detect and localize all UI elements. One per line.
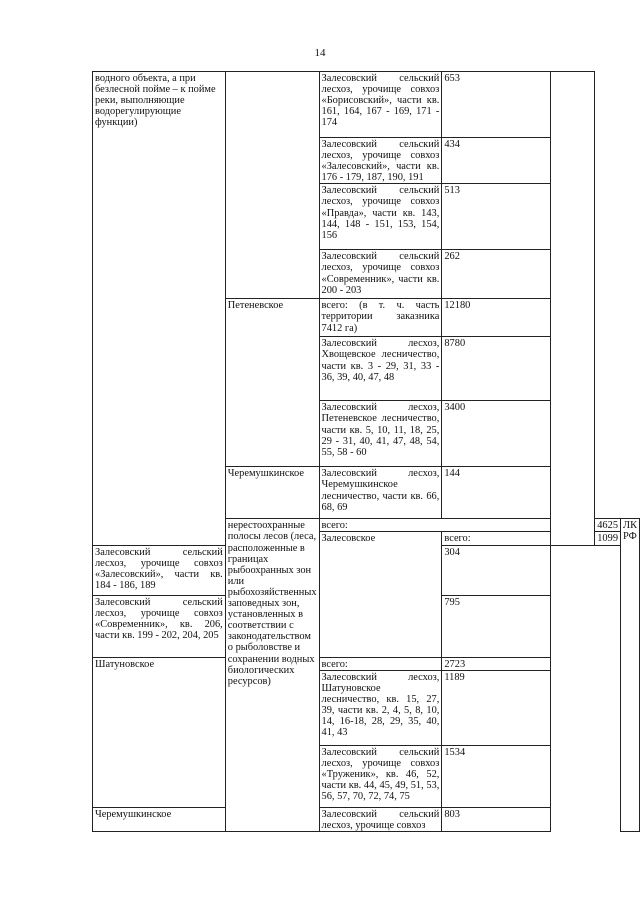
table-row — [93, 657, 640, 670]
description-cell: Залесовский сельский лесхоз, урочище совхоз — [319, 807, 442, 831]
page-number: 14 — [314, 47, 326, 59]
description-cell: Залесовский лесхоз, Черемушкинское лесничество, части кв. 66, 68, 69 — [319, 467, 442, 519]
area-cell: 1099 — [595, 532, 621, 545]
settlement-cell: Черемушкинское — [225, 467, 319, 519]
area-cell: 2723 — [442, 657, 551, 670]
area-cell: 262 — [442, 250, 551, 299]
table-row — [93, 72, 640, 138]
settlement-cell: Черемушкинское — [93, 807, 226, 831]
area-cell: 803 — [442, 807, 551, 831]
description-cell: Залесовский сельский лесхоз, урочище совхоз «Залесовский», части кв. 176 - 179, 187, 190, 191 — [319, 138, 442, 184]
settlement-cell: Шатуновское — [93, 657, 226, 807]
area-cell: 795 — [442, 595, 551, 657]
description-cell: всего: — [319, 657, 442, 670]
area-cell: 3400 — [442, 401, 551, 467]
basis-cell — [551, 72, 595, 546]
description-cell: всего: — [442, 532, 551, 545]
area-cell: 8780 — [442, 337, 551, 401]
area-cell: 1189 — [442, 670, 551, 745]
description-cell: Залесовский лесхоз, Петеневское лесничество, части кв. 5, 10, 11, 18, 25, 29 - 31, 40, 41, 47, 48, 54, 55, 58 - 60 — [319, 401, 442, 467]
area-cell: 4625 — [595, 519, 621, 532]
description-cell: Залесовский лесхоз, Хвощевское лесничество, части кв. 3 - 29, 31, 33 - 36, 39, 40, 47, 48 — [319, 337, 442, 401]
area-cell: 304 — [442, 545, 551, 595]
description-cell: Залесовский сельский лесхоз, урочище совхоз «Труженик», кв. 46, 52, части кв. 44, 45, 49, 51, 53, 56, 57, 70, 72, 74, 75 — [319, 745, 442, 807]
description-cell: Залесовский сельский лесхоз, урочище совхоз «Современник», кв. 206, части кв. 199 - 202, 204, 205 — [93, 595, 226, 657]
forest-protection-table — [92, 71, 640, 832]
description-cell: Залесовский сельский лесхоз, урочище совхоз «Залесовский», части кв. 184 - 186, 189 — [93, 545, 226, 595]
category-cell: нерестоохранные полосы лесов (леса, расположенные в границах рыбоохранных зон или рыбохозяйственных заповедных зон, установленных в соответствии с законодательством о рыболовстве и сохранении водных биологических ресурсов) — [225, 519, 319, 831]
area-cell: 1534 — [442, 745, 551, 807]
category-cell: водного объекта, а при безлесной пойме – к пойме реки, выполняющие водорегулирующие функции) — [93, 72, 226, 546]
basis-cell: ЛК РФ — [621, 519, 640, 831]
description-cell: Залесовский лесхоз, Шатуновское лесничество, кв. 15, 27, 39, части кв. 2, 4, 5, 8, 10, 14, 16-18, 28, 29, 35, 40, 41, 43 — [319, 670, 442, 745]
area-cell: 434 — [442, 138, 551, 184]
area-cell: 144 — [442, 467, 551, 519]
description-cell: Залесовский сельский лесхоз, урочище совхоз «Современник», части кв. 200 - 203 — [319, 250, 442, 299]
area-cell: 12180 — [442, 299, 551, 337]
description-cell: Залесовский сельский лесхоз, урочище совхоз «Правда», части кв. 143, 144, 148 - 151, 153, 154, 156 — [319, 184, 442, 250]
settlement-cell — [225, 72, 319, 299]
area-cell: 653 — [442, 72, 551, 138]
description-cell: всего: (в т. ч. часть территории заказника 7412 га) — [319, 299, 442, 337]
description-cell: Залесовский сельский лесхоз, урочище совхоз «Борисовский», части кв. 161, 164, 167 - 169, 171 - 174 — [319, 72, 442, 138]
total-label-cell: всего: — [319, 519, 551, 532]
settlement-cell: Петеневское — [225, 299, 319, 467]
table-row — [93, 807, 640, 831]
settlement-cell: Залесовское — [319, 532, 442, 657]
area-cell: 513 — [442, 184, 551, 250]
